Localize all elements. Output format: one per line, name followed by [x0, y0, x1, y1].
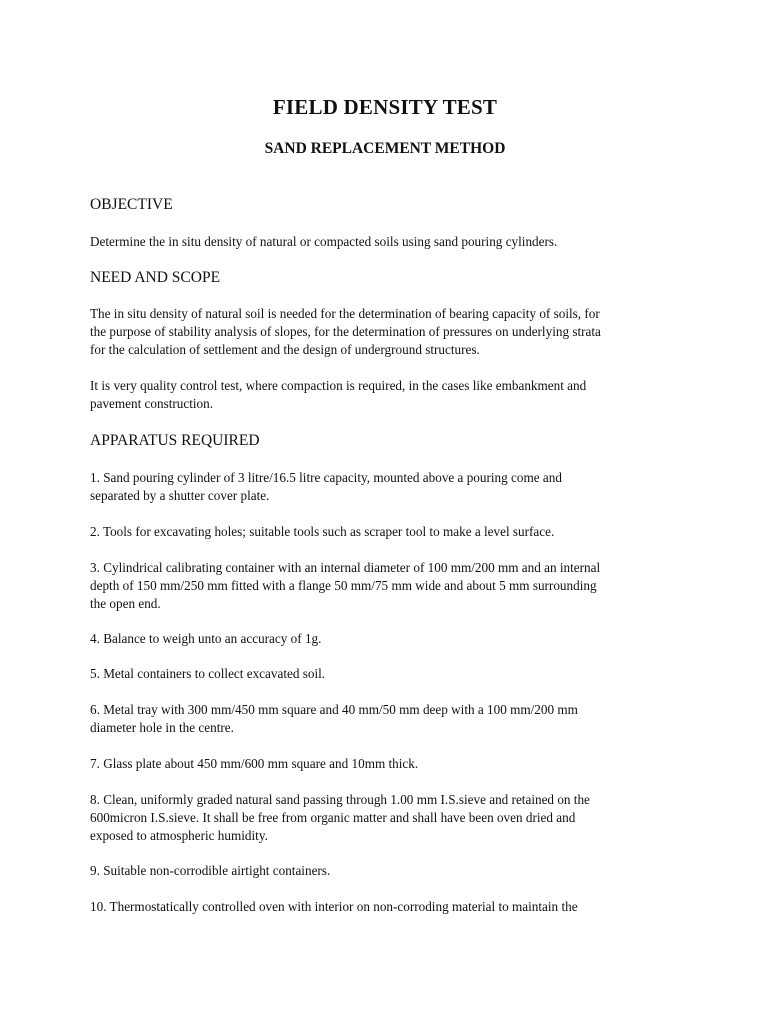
apparatus-item-7	[90, 755, 680, 773]
page-title: FIELD DENSITY TEST	[272, 95, 498, 119]
apparatus-item-5	[90, 665, 680, 683]
apparatus-item-2	[90, 523, 680, 541]
text-line: 2. Tools for excavating holes; suitable tools such as scraper tool to make a level surface.	[90, 524, 555, 539]
text-line: 3. Cylindrical calibrating container with an internal diameter of 100 mm/200 mm and an internal	[90, 560, 601, 575]
text-line: separated by a shutter cover plate.	[90, 488, 270, 503]
text-line: depth of 150 mm/250 mm fitted with a flange 50 mm/75 mm wide and about 5 mm surrounding	[90, 578, 597, 593]
text-line: 10. Thermostatically controlled oven with interior on non-corroding material to maintain the	[90, 899, 578, 914]
apparatus-item-4	[90, 630, 680, 648]
apparatus-item-6	[90, 701, 680, 737]
apparatus-item-10	[90, 898, 680, 916]
text-line: 1. Sand pouring cylinder of 3 litre/16.5 litre capacity, mounted above a pouring come and	[90, 470, 562, 485]
text-line: diameter hole in the centre.	[90, 720, 234, 735]
text-line: The in situ density of natural soil is needed for the determination of bearing capacity of soils, for	[90, 306, 600, 321]
need-scope-paragraph-2	[90, 377, 680, 413]
text-line: It is very quality control test, where compaction is required, in the cases like embankment and	[90, 378, 587, 393]
need-scope-paragraph-1	[90, 305, 680, 359]
text-line: 600micron I.S.sieve. It shall be free from organic matter and shall have been oven dried and	[90, 810, 576, 825]
text-line: 8. Clean, uniformly graded natural sand passing through 1.00 mm I.S.sieve and retained on the	[90, 792, 590, 807]
text-line: 6. Metal tray with 300 mm/450 mm square and 40 mm/50 mm deep with a 100 mm/200 mm	[90, 702, 578, 717]
text-line: 5. Metal containers to collect excavated soil.	[90, 666, 326, 681]
apparatus-item-8	[90, 791, 680, 845]
text-line: the open end.	[90, 596, 161, 611]
text-line: exposed to atmospheric humidity.	[90, 828, 268, 843]
text-line: for the calculation of settlement and the design of underground structures.	[90, 342, 480, 357]
text-line: the purpose of stability analysis of slopes, for the determination of pressures on underlying strata	[90, 324, 601, 339]
apparatus-item-3	[90, 559, 680, 613]
text-line: 7. Glass plate about 450 mm/600 mm square and 10mm thick.	[90, 756, 419, 771]
apparatus-heading: APPARATUS REQUIRED	[90, 432, 260, 449]
text-line: 4. Balance to weigh unto an accuracy of 1g.	[90, 631, 322, 646]
apparatus-item-9	[90, 862, 680, 880]
objective-text: Determine the in situ density of natural or compacted soils using sand pouring cylinders.	[90, 234, 558, 249]
need-scope-heading: NEED AND SCOPE	[90, 269, 221, 286]
objective-heading: OBJECTIVE	[90, 196, 173, 213]
text-line: 9. Suitable non-corrodible airtight containers.	[90, 863, 331, 878]
text-line: pavement construction.	[90, 396, 214, 411]
page-subtitle: SAND REPLACEMENT METHOD	[264, 140, 506, 157]
apparatus-item-1	[90, 469, 680, 505]
